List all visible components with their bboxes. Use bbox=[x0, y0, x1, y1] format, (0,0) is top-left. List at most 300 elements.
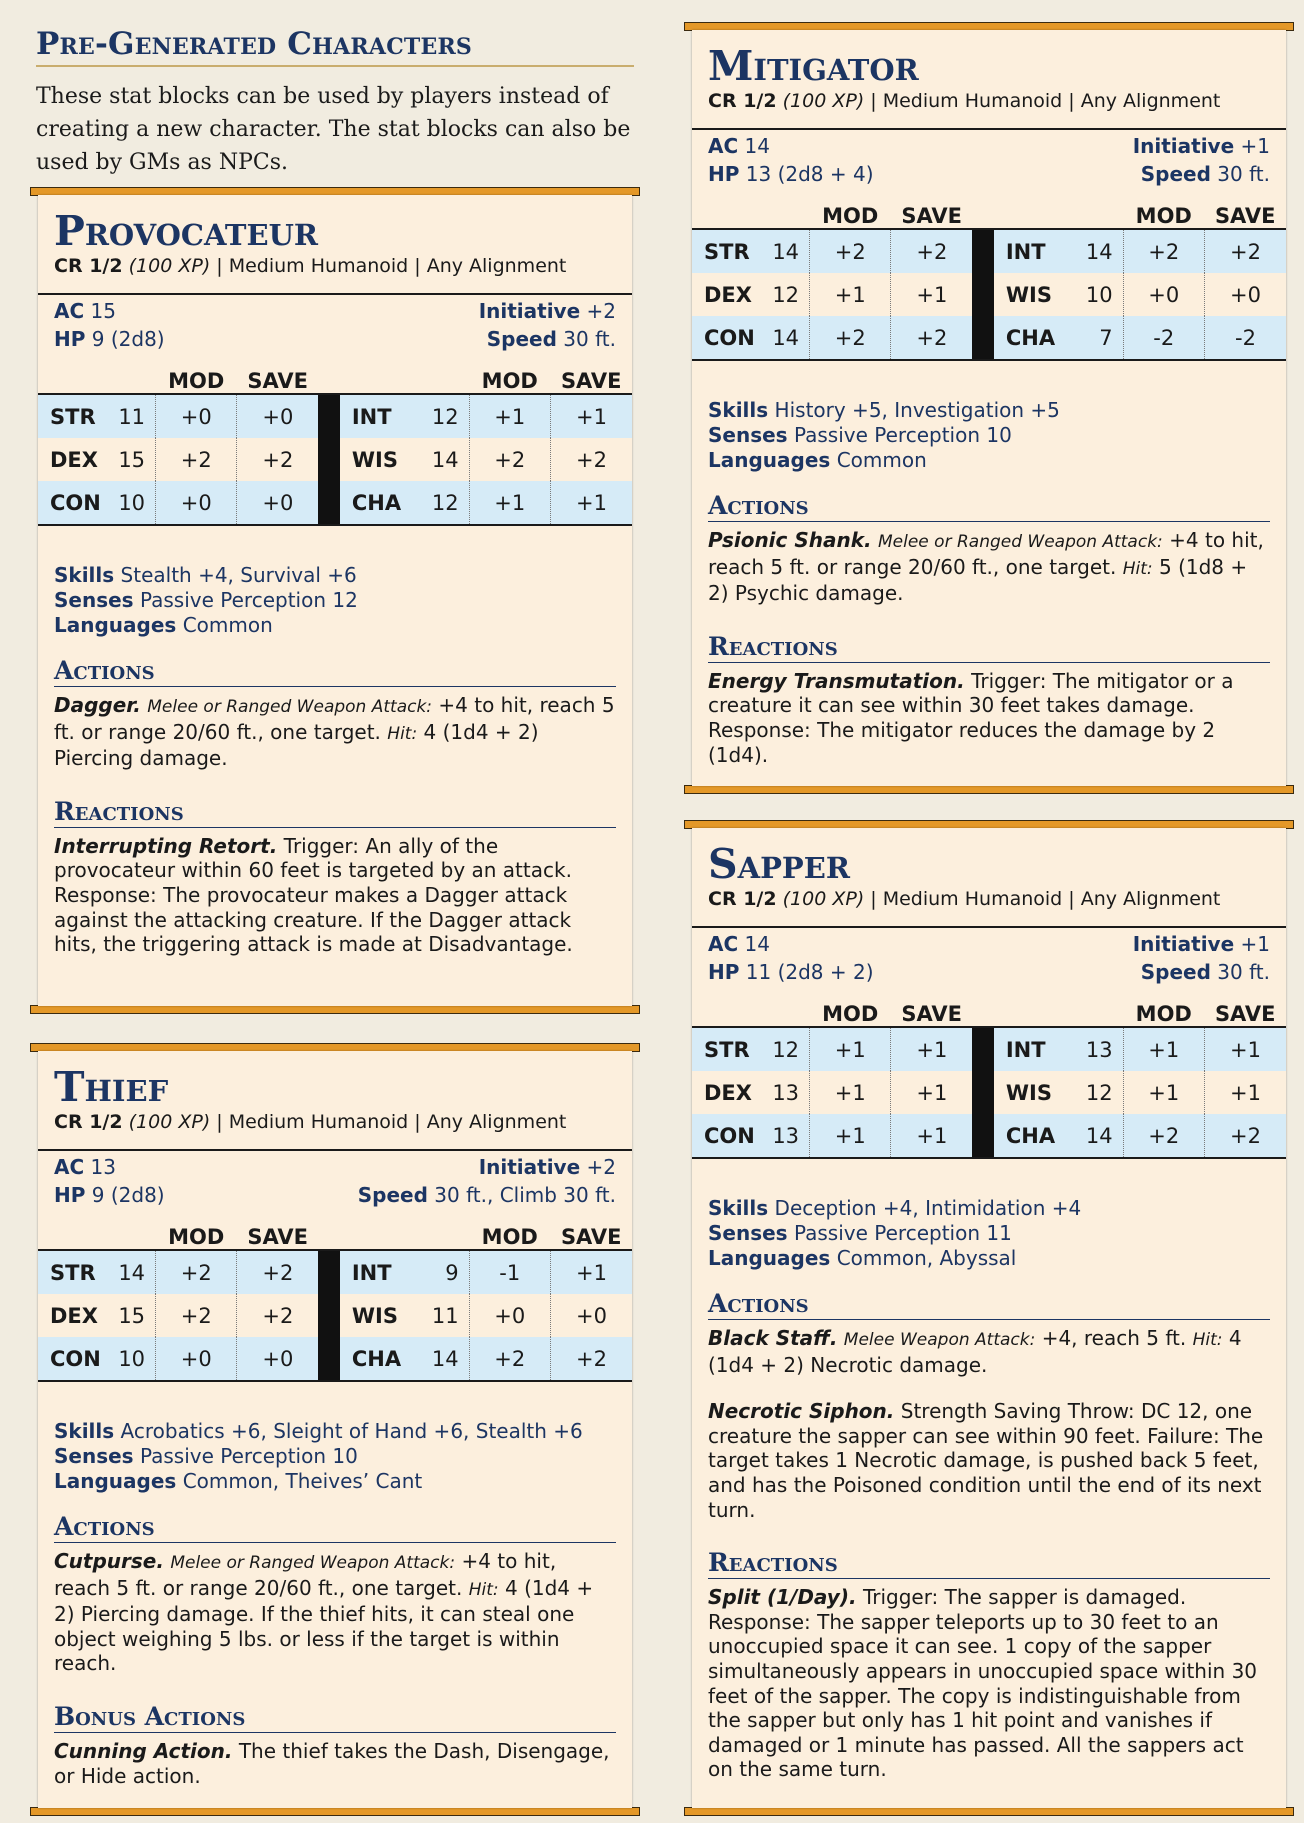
ability-mod: +2 bbox=[469, 1337, 550, 1381]
ability-mod: +2 bbox=[1123, 1114, 1204, 1158]
ability-save: +1 bbox=[891, 1114, 972, 1158]
creature-name: Mitigator bbox=[708, 42, 919, 90]
column-divider bbox=[972, 316, 993, 360]
ac-row bbox=[54, 297, 616, 325]
ability-save: +0 bbox=[237, 481, 318, 525]
ability-mod: +2 bbox=[156, 1250, 237, 1294]
header-blank bbox=[994, 202, 1075, 229]
ability-save: +0 bbox=[550, 1294, 632, 1337]
header-blank bbox=[38, 367, 108, 394]
details-section bbox=[54, 1419, 616, 1788]
reactions-heading: Reactions bbox=[708, 632, 1270, 663]
header-blank bbox=[421, 1223, 469, 1250]
speed-label: Speed bbox=[486, 327, 557, 351]
languages-line bbox=[708, 1246, 1270, 1271]
ability-mod: +1 bbox=[810, 273, 891, 316]
ability-name: WIS bbox=[1005, 1080, 1052, 1105]
reaction-name: Split (1/Day). bbox=[708, 1585, 857, 1610]
ability-score: 12 bbox=[1085, 1080, 1113, 1105]
bonus-cunning-action bbox=[54, 1739, 616, 1788]
statblock-mitigator bbox=[684, 22, 1294, 794]
ability-score: 9 bbox=[421, 1250, 469, 1294]
hp-row bbox=[54, 1181, 616, 1209]
action-text: Strength Saving Throw: DC 12, one creature the sapper can see within 90 feet. Failure: The target takes 1 Necrotic damage, is pushed back 5 feet, and has the Poisoned condition until the end of its next turn. bbox=[708, 1399, 1264, 1522]
attack-text: +4, reach 5 ft. bbox=[1041, 1326, 1187, 1350]
skills-line bbox=[54, 563, 616, 588]
hp-label: HP bbox=[54, 1183, 86, 1207]
bonus-actions-heading: Bonus Actions bbox=[54, 1702, 616, 1733]
ability-row bbox=[692, 1027, 1286, 1071]
mod-header: MOD bbox=[822, 1002, 879, 1026]
mod-header: MOD bbox=[481, 1225, 538, 1249]
ability-score: 14 bbox=[1075, 1114, 1123, 1158]
reaction-text: Trigger: The sapper is damaged. Response: The sapper teleports up to 30 feet to an unoccupied space it can see. 1 copy of the sapper simultaneously appears in unoccupied space within 30 feet of the sapper. The copy is indistinguishable from the sapper but only has 1 hit point and vanishes if damaged or 1 minute has passed. All the sappers act on the same turn. bbox=[708, 1585, 1258, 1782]
initiative-label: Initiative bbox=[1132, 134, 1235, 158]
senses-label: Senses bbox=[54, 1444, 134, 1468]
ability-name: DEX bbox=[50, 447, 98, 472]
column-divider bbox=[972, 229, 993, 273]
ability-save: +2 bbox=[237, 1294, 318, 1337]
languages-line bbox=[54, 613, 616, 638]
attack-text: +4 to hit, reach 5 ft. or range 20/60 ft., one target. bbox=[54, 1549, 557, 1600]
save-header: SAVE bbox=[560, 1225, 622, 1249]
header-blank bbox=[108, 367, 156, 394]
ability-score: 12 bbox=[762, 1027, 810, 1071]
ability-mod: +2 bbox=[810, 229, 891, 273]
initiative-value: +2 bbox=[586, 299, 616, 323]
skills-value: Deception +4, Intimidation +4 bbox=[774, 1196, 1082, 1220]
hp-row bbox=[708, 958, 1270, 986]
ability-name: WIS bbox=[351, 1303, 398, 1328]
ability-score: 12 bbox=[772, 282, 800, 307]
reaction-text: Trigger: The mitigator or a creature it can see within 30 feet takes damage. Response: The mitigator reduces the damage by 2 (1d4). bbox=[708, 668, 1234, 767]
mod-header: MOD bbox=[481, 369, 538, 393]
ac-value: 14 bbox=[744, 932, 770, 956]
hit-label: Hit: bbox=[387, 723, 418, 744]
ac-row bbox=[708, 930, 1270, 958]
ability-score: 14 bbox=[431, 447, 459, 472]
ac-value: 14 bbox=[744, 134, 770, 158]
ability-name: CON bbox=[692, 1114, 762, 1158]
header-blank bbox=[1075, 202, 1123, 229]
speed-label: Speed bbox=[357, 1183, 428, 1207]
action-cutpurse bbox=[54, 1549, 616, 1676]
save-header: SAVE bbox=[1214, 204, 1276, 228]
mod-header: MOD bbox=[1135, 1002, 1192, 1026]
ability-save: +2 bbox=[550, 1337, 632, 1381]
action-dagger bbox=[54, 693, 616, 771]
attack-text: +4 to hit, reach 5 ft. or range 20/60 ft., one target. bbox=[54, 693, 615, 744]
senses-line bbox=[708, 1221, 1270, 1246]
hit-label: Hit: bbox=[1192, 1330, 1223, 1350]
spacer bbox=[708, 1377, 1270, 1393]
actions-heading: Actions bbox=[54, 1512, 616, 1543]
ability-save: -2 bbox=[1204, 316, 1286, 360]
damage-text: 4 (1d4 + 2) Piercing damage. If the thief hits, it can steal one object weighing 5 lbs. or less if the target is within reach. bbox=[54, 1575, 594, 1676]
divider bbox=[692, 926, 1286, 928]
header-blank bbox=[762, 1000, 810, 1027]
ability-score: 12 bbox=[421, 394, 469, 438]
ability-save: +1 bbox=[1204, 1071, 1286, 1114]
ability-table bbox=[38, 1223, 632, 1382]
ability-save: +2 bbox=[550, 438, 632, 481]
mod-header: MOD bbox=[168, 369, 225, 393]
ability-mod: +0 bbox=[156, 481, 237, 525]
languages-label: Languages bbox=[54, 613, 177, 637]
reaction-interrupting-retort bbox=[54, 834, 616, 957]
ability-mod: +2 bbox=[156, 1294, 237, 1337]
type-label: | Medium Humanoid | Any Alignment bbox=[216, 255, 567, 277]
senses-value: Passive Perception 10 bbox=[793, 423, 1012, 447]
actions-heading: Actions bbox=[708, 491, 1270, 522]
ability-name: INT bbox=[340, 1250, 421, 1294]
creature-name: Thief bbox=[54, 1063, 169, 1111]
type-label: | Medium Humanoid | Any Alignment bbox=[870, 90, 1221, 112]
ability-save: +0 bbox=[237, 394, 318, 438]
ability-row bbox=[692, 273, 1286, 316]
statblock-content bbox=[708, 828, 1270, 916]
header-blank bbox=[692, 202, 762, 229]
skills-line bbox=[54, 1419, 616, 1444]
initiative-value: +2 bbox=[586, 1155, 616, 1179]
reaction-name: Interrupting Retort. bbox=[54, 833, 278, 858]
ability-score: 12 bbox=[421, 481, 469, 525]
column-divider bbox=[318, 481, 339, 525]
action-necrotic-siphon bbox=[708, 1399, 1270, 1522]
ability-save: +1 bbox=[891, 1027, 972, 1071]
ability-mod: +1 bbox=[810, 1071, 891, 1114]
ability-name: CHA bbox=[340, 481, 421, 525]
ability-name: INT bbox=[994, 229, 1075, 273]
column-divider bbox=[318, 1337, 339, 1381]
ability-mod: +1 bbox=[810, 1114, 891, 1158]
ability-row bbox=[692, 1071, 1286, 1114]
ability-row bbox=[38, 1294, 632, 1337]
statblock-content bbox=[54, 1051, 616, 1139]
ability-mod: +2 bbox=[1123, 229, 1204, 273]
ability-score: 13 bbox=[772, 1080, 800, 1105]
skills-label: Skills bbox=[54, 1419, 115, 1443]
attack-type: Melee or Ranged Weapon Attack: bbox=[147, 697, 433, 717]
ability-score: 10 bbox=[108, 1337, 156, 1381]
ability-name: WIS bbox=[1005, 282, 1052, 307]
ability-name: STR bbox=[38, 394, 108, 438]
ability-score: 11 bbox=[431, 1303, 459, 1328]
hit-label: Hit: bbox=[1122, 558, 1153, 579]
details-section bbox=[54, 563, 616, 957]
skills-value: Stealth +4, Survival +6 bbox=[120, 563, 357, 587]
details-section bbox=[708, 1196, 1270, 1782]
ability-mod: +1 bbox=[1123, 1027, 1204, 1071]
action-name: Black Staff. bbox=[708, 1326, 838, 1350]
attack-type: Melee or Ranged Weapon Attack: bbox=[170, 1553, 456, 1573]
bottom-bar bbox=[684, 1807, 1294, 1816]
ability-save: +2 bbox=[1204, 229, 1286, 273]
hp-value: 13 (2d8 + 4) bbox=[745, 162, 874, 186]
details-section bbox=[708, 398, 1270, 767]
attack-type: Melee Weapon Attack: bbox=[843, 1330, 1036, 1350]
header-blank bbox=[318, 1223, 339, 1250]
senses-label: Senses bbox=[708, 423, 788, 447]
ability-save: +0 bbox=[1204, 273, 1286, 316]
statblock-panel bbox=[38, 195, 632, 1006]
languages-value: Common, Abyssal bbox=[836, 1246, 1017, 1270]
column-divider bbox=[318, 438, 339, 481]
ability-score: 13 bbox=[762, 1114, 810, 1158]
ability-score: 11 bbox=[108, 394, 156, 438]
action-psionic-shank bbox=[708, 528, 1270, 606]
ability-score: 14 bbox=[108, 1250, 156, 1294]
ac-label: AC bbox=[708, 932, 739, 956]
speed-label: Speed bbox=[1140, 162, 1211, 186]
speed-value: 30 ft. bbox=[563, 327, 616, 351]
languages-value: Common, Theives’ Cant bbox=[182, 1469, 423, 1493]
ability-row bbox=[692, 1114, 1286, 1158]
save-header: SAVE bbox=[1214, 1002, 1276, 1026]
languages-line bbox=[708, 448, 1270, 473]
ability-save: +2 bbox=[1204, 1114, 1286, 1158]
ability-score: 10 bbox=[1085, 282, 1113, 307]
ability-score: 15 bbox=[118, 447, 146, 472]
header-blank bbox=[340, 1223, 421, 1250]
skills-label: Skills bbox=[54, 563, 115, 587]
cr-label: CR 1/2 bbox=[708, 90, 777, 112]
ability-mod: +0 bbox=[469, 1294, 550, 1337]
cr-label: CR 1/2 bbox=[708, 888, 777, 910]
ability-score: 14 bbox=[421, 1337, 469, 1381]
column-divider bbox=[972, 273, 993, 316]
hit-label: Hit: bbox=[468, 1579, 499, 1600]
ability-score: 7 bbox=[1075, 316, 1123, 360]
ability-name: DEX bbox=[704, 1080, 752, 1105]
statblock-content bbox=[708, 30, 1270, 118]
reaction-text: Trigger: An ally of the provocateur within 60 feet is targeted by an attack. Response: The provocateur makes a Dagger attack against the attacking creature. If the Dagger attack hits, the triggering attack is made at Disadvantage. bbox=[54, 833, 573, 957]
ability-save: +0 bbox=[237, 1337, 318, 1381]
xp-label: (100 XP) bbox=[782, 888, 865, 910]
hp-label: HP bbox=[54, 327, 86, 351]
defense-section bbox=[708, 132, 1270, 188]
header-blank bbox=[340, 367, 421, 394]
languages-value: Common bbox=[836, 448, 927, 472]
senses-label: Senses bbox=[708, 1221, 788, 1245]
defense-section bbox=[54, 297, 616, 353]
column-divider bbox=[972, 1071, 993, 1114]
ac-row bbox=[708, 132, 1270, 160]
ac-row bbox=[54, 1153, 616, 1181]
bottom-bar bbox=[30, 1807, 640, 1816]
ability-name: CHA bbox=[994, 316, 1075, 360]
languages-line bbox=[54, 1469, 616, 1494]
cr-label: CR 1/2 bbox=[54, 255, 123, 277]
creature-meta bbox=[54, 255, 616, 283]
languages-label: Languages bbox=[54, 1469, 177, 1493]
ability-save: +2 bbox=[237, 438, 318, 481]
ability-mod: +0 bbox=[156, 1337, 237, 1381]
ability-score: 14 bbox=[762, 229, 810, 273]
hp-value: 9 (2d8) bbox=[91, 1183, 165, 1207]
ability-table bbox=[692, 1000, 1286, 1159]
ability-save: +1 bbox=[891, 1071, 972, 1114]
ability-name: STR bbox=[38, 1250, 108, 1294]
ability-name: CON bbox=[692, 316, 762, 360]
reactions-heading: Reactions bbox=[708, 1548, 1270, 1579]
statblock-panel bbox=[692, 30, 1286, 786]
ability-save: +1 bbox=[550, 1250, 632, 1294]
creature-meta bbox=[708, 90, 1270, 118]
divider bbox=[692, 128, 1286, 130]
mod-header: MOD bbox=[822, 204, 879, 228]
ability-mod: -2 bbox=[1123, 316, 1204, 360]
ability-save: +2 bbox=[237, 1250, 318, 1294]
bottom-bar bbox=[684, 785, 1294, 794]
intro-text: These stat blocks can be used by players instead of creating a new character. The stat blocks can also be used by GMs as NPCs. bbox=[36, 84, 631, 175]
ability-name: INT bbox=[994, 1027, 1075, 1071]
skills-line bbox=[708, 398, 1270, 423]
ac-label: AC bbox=[54, 299, 85, 323]
header-blank bbox=[972, 202, 993, 229]
creature-name: Sapper bbox=[708, 840, 850, 888]
statblock-panel bbox=[38, 1051, 632, 1808]
ability-mod: +2 bbox=[156, 438, 237, 481]
skills-value: Acrobatics +6, Sleight of Hand +6, Stealth +6 bbox=[120, 1419, 583, 1443]
action-black-staff bbox=[708, 1326, 1270, 1377]
bonus-name: Cunning Action. bbox=[54, 1738, 233, 1763]
statblock-panel bbox=[692, 828, 1286, 1808]
save-header: SAVE bbox=[901, 1002, 962, 1026]
languages-value: Common bbox=[182, 613, 273, 637]
reaction-name: Energy Transmutation. bbox=[708, 668, 965, 693]
ability-save: +1 bbox=[1204, 1027, 1286, 1071]
ability-row bbox=[38, 1337, 632, 1381]
skills-line bbox=[708, 1196, 1270, 1221]
ability-score: 14 bbox=[762, 316, 810, 360]
senses-line bbox=[54, 1444, 616, 1469]
ability-mod: +2 bbox=[810, 316, 891, 360]
senses-value: Passive Perception 12 bbox=[139, 588, 358, 612]
skills-label: Skills bbox=[708, 1196, 769, 1220]
action-name: Psionic Shank. bbox=[708, 528, 872, 552]
action-name: Cutpurse. bbox=[54, 1549, 164, 1573]
bonus-text: The thief takes the Dash, Disengage, or Hide action. bbox=[54, 1738, 610, 1788]
skills-value: History +5, Investigation +5 bbox=[774, 398, 1060, 422]
ability-save: +1 bbox=[891, 273, 972, 316]
statblock-content bbox=[54, 195, 616, 283]
header-blank bbox=[692, 1000, 762, 1027]
ability-save: +1 bbox=[550, 481, 632, 525]
header-blank bbox=[972, 1000, 993, 1027]
divider bbox=[38, 293, 632, 295]
ability-name: STR bbox=[692, 1027, 762, 1071]
initiative-label: Initiative bbox=[478, 1155, 581, 1179]
ability-score: 10 bbox=[108, 481, 156, 525]
ability-name: CHA bbox=[340, 1337, 421, 1381]
creature-name: Provocateur bbox=[54, 207, 319, 255]
attack-text: +4 to hit, reach 5 ft. or range 20/60 ft., one target. bbox=[708, 528, 1264, 579]
ability-name: DEX bbox=[704, 282, 752, 307]
xp-label: (100 XP) bbox=[782, 90, 865, 112]
ability-mod: +2 bbox=[469, 438, 550, 481]
speed-label: Speed bbox=[1140, 960, 1211, 984]
ac-label: AC bbox=[54, 1155, 85, 1179]
type-label: | Medium Humanoid | Any Alignment bbox=[870, 888, 1221, 910]
creature-meta bbox=[54, 1111, 616, 1139]
header-blank bbox=[38, 1223, 108, 1250]
speed-value: 30 ft. bbox=[1217, 162, 1270, 186]
save-header: SAVE bbox=[560, 369, 622, 393]
skills-label: Skills bbox=[708, 398, 769, 422]
ability-row bbox=[692, 316, 1286, 360]
action-name: Dagger. bbox=[54, 693, 141, 717]
actions-heading: Actions bbox=[54, 656, 616, 687]
ability-mod: +1 bbox=[1123, 1071, 1204, 1114]
ability-score: 15 bbox=[118, 1303, 146, 1328]
hp-row bbox=[54, 325, 616, 353]
statblock-provocateur bbox=[30, 187, 640, 1014]
ability-row bbox=[38, 394, 632, 438]
action-name: Necrotic Siphon. bbox=[708, 1399, 895, 1424]
senses-value: Passive Perception 11 bbox=[793, 1221, 1012, 1245]
reactions-heading: Reactions bbox=[54, 797, 616, 828]
attack-type: Melee or Ranged Weapon Attack: bbox=[878, 532, 1163, 552]
ability-mod: +1 bbox=[469, 394, 550, 438]
ability-row bbox=[38, 1250, 632, 1294]
save-header: SAVE bbox=[901, 204, 962, 228]
damage-text: 4 (1d4 + 2) Necrotic damage. bbox=[708, 1326, 1242, 1377]
mod-header: MOD bbox=[1135, 204, 1192, 228]
statblock-sapper bbox=[684, 820, 1294, 1816]
ability-name: STR bbox=[692, 229, 762, 273]
xp-label: (100 XP) bbox=[128, 255, 211, 277]
ability-row bbox=[38, 481, 632, 525]
senses-line bbox=[54, 588, 616, 613]
ability-name: WIS bbox=[351, 447, 398, 472]
hp-value: 9 (2d8) bbox=[91, 327, 165, 351]
mod-header: MOD bbox=[168, 1225, 225, 1249]
save-header: SAVE bbox=[247, 369, 308, 393]
ability-row bbox=[692, 229, 1286, 273]
save-header: SAVE bbox=[247, 1225, 308, 1249]
ability-name: CON bbox=[38, 1337, 108, 1381]
column-divider bbox=[318, 394, 339, 438]
ability-mod: +0 bbox=[156, 394, 237, 438]
header-blank bbox=[762, 202, 810, 229]
hp-row bbox=[708, 160, 1270, 188]
hp-label: HP bbox=[708, 960, 740, 984]
ability-mod: +1 bbox=[810, 1027, 891, 1071]
ac-value: 13 bbox=[90, 1155, 116, 1179]
creature-meta bbox=[708, 888, 1270, 916]
ability-score: 14 bbox=[1075, 229, 1123, 273]
header-blank bbox=[108, 1223, 156, 1250]
defense-section bbox=[54, 1153, 616, 1209]
divider bbox=[38, 1149, 632, 1151]
initiative-label: Initiative bbox=[1132, 932, 1235, 956]
initiative-value: +1 bbox=[1240, 134, 1270, 158]
column-divider bbox=[972, 1114, 993, 1158]
ability-table bbox=[38, 367, 632, 526]
ability-save: +2 bbox=[891, 229, 972, 273]
page-title: Pre-Generated Characters bbox=[36, 26, 634, 67]
bottom-bar bbox=[30, 1005, 640, 1014]
xp-label: (100 XP) bbox=[128, 1111, 211, 1133]
actions-heading: Actions bbox=[708, 1289, 1270, 1320]
senses-label: Senses bbox=[54, 588, 134, 612]
reaction-energy-transmutation bbox=[708, 669, 1270, 767]
column-divider bbox=[318, 1250, 339, 1294]
damage-text: 4 (1d4 + 2) Piercing damage. bbox=[54, 719, 539, 771]
senses-line bbox=[708, 423, 1270, 448]
type-label: | Medium Humanoid | Any Alignment bbox=[216, 1111, 567, 1133]
